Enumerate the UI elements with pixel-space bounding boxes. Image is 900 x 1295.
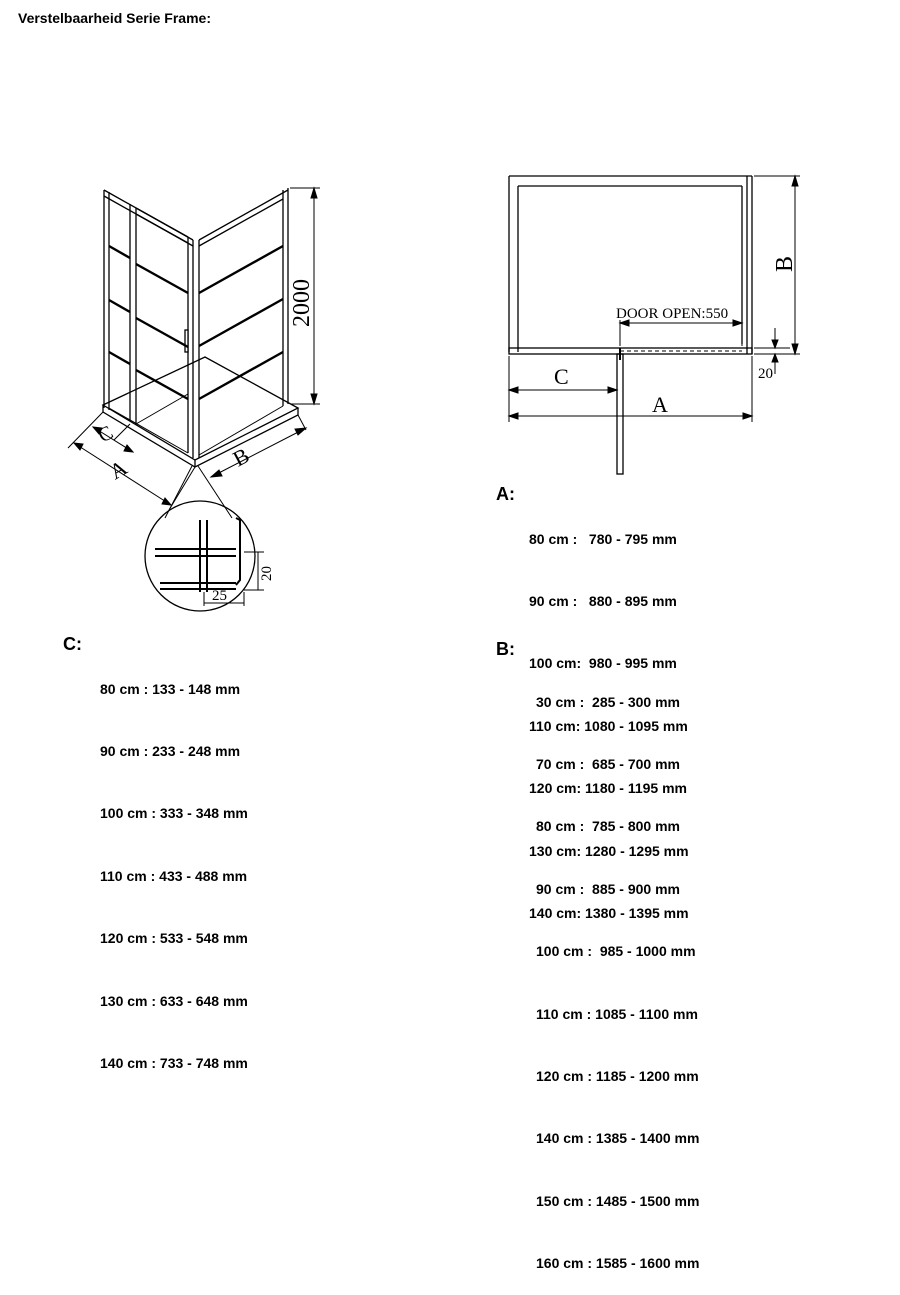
plan-view (509, 176, 800, 474)
table-b-row: 30 cm : 285 - 300 mm (536, 693, 680, 710)
table-b-row: 110 cm : 1085 - 1100 mm (536, 1005, 698, 1022)
table-c-row: 120 cm : 533 - 548 mm (100, 930, 248, 947)
label-a-perspective: A (105, 454, 132, 485)
detail-leader (165, 466, 232, 518)
detail-horizontal-label: 25 (212, 588, 227, 604)
table-a-row: 130 cm: 1280 - 1295 mm (529, 842, 689, 859)
table-b-row: 80 cm : 785 - 800 mm (536, 818, 680, 835)
table-b-row: 140 cm : 1385 - 1400 mm (536, 1130, 700, 1147)
grid-bars-right (199, 246, 283, 399)
table-a-row: 120 cm: 1180 - 1195 mm (529, 780, 688, 797)
door-leaf (617, 348, 623, 474)
page-title: Verstelbaarheid Serie Frame: (18, 10, 211, 26)
table-c-row: 80 cm : 133 - 148 mm (100, 680, 241, 697)
door-open-dimension (620, 320, 742, 346)
fixed-panel-left (104, 190, 193, 424)
table-c-row: 110 cm : 433 - 488 mm (100, 867, 248, 884)
table-b-row: 160 cm : 1585 - 1600 mm (536, 1255, 700, 1272)
table-b-header: B: (496, 639, 515, 659)
label-b-plan: B (772, 255, 798, 272)
table-a-row: 80 cm : 780 - 795 mm (529, 530, 677, 547)
table-c-row: 130 cm : 633 - 648 mm (100, 992, 248, 1009)
table-a-row: 90 cm : 880 - 895 mm (529, 592, 677, 609)
table-b-row: 90 cm : 885 - 900 mm (536, 880, 680, 897)
door-open-label: DOOR OPEN:550 (616, 306, 729, 322)
label-c-perspective: C (94, 421, 118, 448)
detail-vertical-label: 20 (259, 566, 275, 581)
label-c-plan: C (554, 364, 569, 389)
front-rail (509, 348, 752, 354)
perspective-view (68, 188, 320, 611)
table-c-row: 100 cm : 333 - 348 mm (100, 805, 248, 822)
small-dim-label: 20 (758, 366, 773, 382)
table-b-row: 100 cm : 985 - 1000 mm (536, 943, 696, 960)
table-b-row: 120 cm : 1185 - 1200 mm (536, 1067, 699, 1084)
table-c-row: 90 cm : 233 - 248 mm (100, 742, 241, 759)
plan-outline (509, 176, 752, 354)
table-b-row: 150 cm : 1485 - 1500 mm (536, 1192, 700, 1209)
table-c-header: C: (63, 634, 82, 654)
dimension-a (68, 412, 195, 510)
table-b-row: 70 cm : 685 - 700 mm (536, 755, 680, 772)
label-b-perspective: B (228, 442, 254, 472)
table-c (100, 637, 248, 1095)
dimension-b (211, 415, 306, 477)
label-a-plan: A (652, 392, 668, 417)
plan-dimension-a (509, 356, 752, 422)
table-a-row: 140 cm: 1380 - 1395 mm (529, 904, 689, 921)
table-a-header: A: (496, 484, 515, 504)
grid-bars-left (109, 246, 188, 399)
table-b (536, 650, 699, 1295)
table-c-row: 140 cm : 733 - 748 mm (100, 1054, 248, 1071)
table-a-row: 110 cm: 1080 - 1095 mm (529, 717, 688, 734)
detail-circle (145, 501, 264, 611)
height-label: 2000 (289, 279, 315, 327)
door-panel (136, 208, 199, 458)
table-a-row: 100 cm: 980 - 995 mm (529, 655, 677, 672)
